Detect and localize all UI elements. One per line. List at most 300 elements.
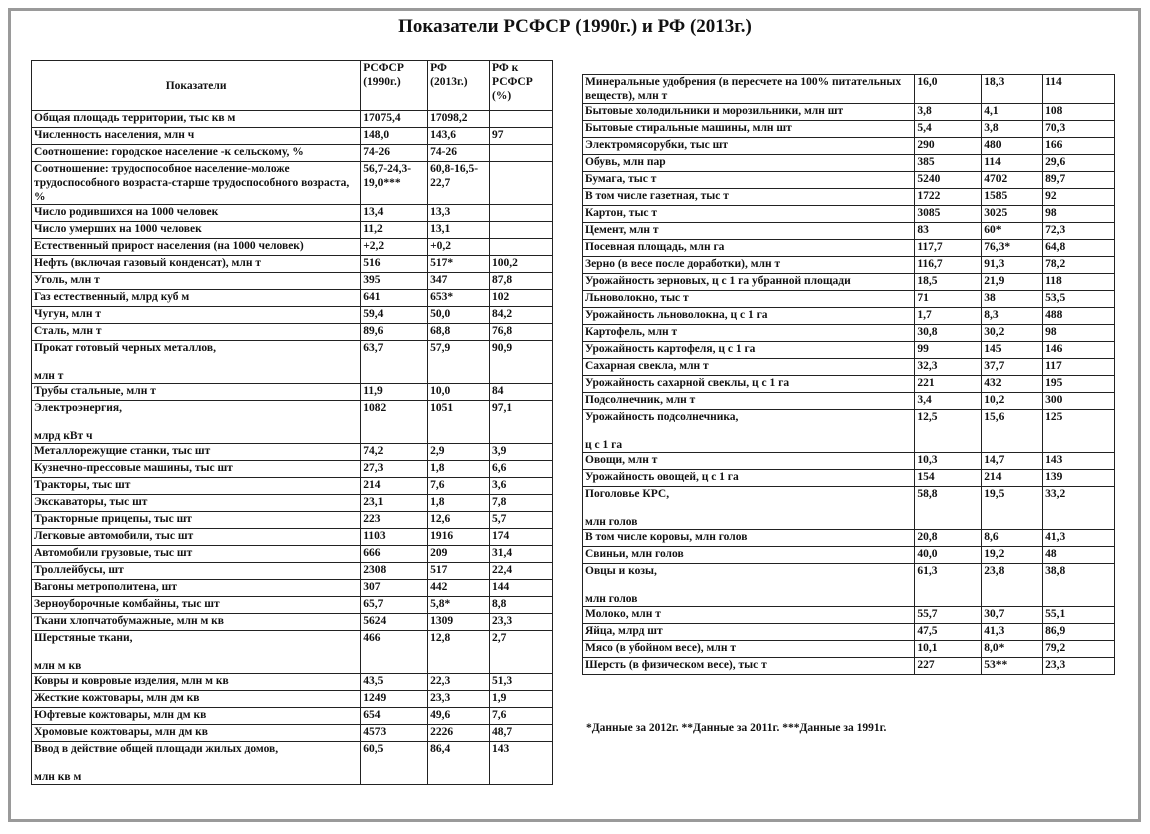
indicator-cell <box>583 530 915 547</box>
indicator-label: Прокат готовый черных металлов, <box>34 342 216 354</box>
value-1990-cell: 56,7-24,3-19,0*** <box>361 162 428 205</box>
indicator-label: Бытовые стиральные машины, млн шт <box>585 122 792 134</box>
ratio-cell: 41,3 <box>1043 530 1115 547</box>
indicator-cell <box>583 104 915 121</box>
indicator-label: В том числе газетная, тыс т <box>585 190 729 202</box>
value-1990-cell: 223 <box>361 512 428 529</box>
indicator-cell <box>32 290 361 307</box>
value-1990-cell: 307 <box>361 580 428 597</box>
indicator-label: Урожайность сахарной свеклы, ц с 1 га <box>585 377 790 389</box>
indicator-label: Общая площадь территории, тыс кв м <box>34 112 236 124</box>
value-2013-cell: 12,6 <box>428 512 490 529</box>
indicator-label: Цемент, млн т <box>585 224 659 236</box>
table-row <box>32 341 553 384</box>
value-2013-cell: 15,6 <box>982 410 1043 453</box>
ratio-cell: 76,8 <box>490 324 553 341</box>
ratio-cell: 92 <box>1043 189 1115 206</box>
value-1990-cell: 5240 <box>915 172 982 189</box>
table-row <box>32 563 553 580</box>
ratio-cell: 146 <box>1043 342 1115 359</box>
table-row <box>583 223 1115 240</box>
indicator-cell <box>583 564 915 607</box>
left-data-table <box>31 60 553 785</box>
value-2013-cell: 30,7 <box>982 607 1043 624</box>
indicator-label: Картофель, млн т <box>585 326 678 338</box>
value-1990-cell: 5624 <box>361 614 428 631</box>
indicator-label: Число умерших на 1000 человек <box>34 223 202 235</box>
indicator-label: Трубы стальные, млн т <box>34 385 156 397</box>
table-row <box>583 138 1115 155</box>
indicator-label: Соотношение: городское население -к сельскому, % <box>34 146 304 158</box>
indicator-label: Посевная площадь, млн га <box>585 241 725 253</box>
value-2013-cell: 91,3 <box>982 257 1043 274</box>
value-2013-cell: 53** <box>982 658 1043 675</box>
indicator-label: Обувь, млн пар <box>585 156 666 168</box>
table-row <box>32 512 553 529</box>
value-2013-cell: 50,0 <box>428 307 490 324</box>
indicator-cell <box>583 342 915 359</box>
table-row <box>583 453 1115 470</box>
value-1990-cell: 74,2 <box>361 444 428 461</box>
value-1990-cell: 10,3 <box>915 453 982 470</box>
value-1990-cell: 148,0 <box>361 128 428 145</box>
value-2013-cell: 3025 <box>982 206 1043 223</box>
ratio-cell: 48,7 <box>490 725 553 742</box>
value-2013-cell: 49,6 <box>428 708 490 725</box>
indicator-label: Шерсть (в физическом весе), тыс т <box>585 659 767 671</box>
ratio-cell <box>490 111 553 128</box>
indicator-cell <box>583 325 915 342</box>
value-2013-cell: 86,4 <box>428 742 490 785</box>
value-2013-cell: 432 <box>982 376 1043 393</box>
value-2013-cell: 74-26 <box>428 145 490 162</box>
value-2013-cell: 3,8 <box>982 121 1043 138</box>
ratio-cell: 139 <box>1043 470 1115 487</box>
value-2013-cell: 10,0 <box>428 384 490 401</box>
value-1990-cell: 71 <box>915 291 982 308</box>
value-1990-cell: 20,8 <box>915 530 982 547</box>
value-2013-cell: 30,2 <box>982 325 1043 342</box>
ratio-cell: 70,3 <box>1043 121 1115 138</box>
value-2013-cell: 2,9 <box>428 444 490 461</box>
indicator-cell <box>583 75 915 104</box>
table-row <box>583 206 1115 223</box>
value-2013-cell: 38 <box>982 291 1043 308</box>
value-1990-cell: 13,4 <box>361 205 428 222</box>
ratio-cell <box>490 239 553 256</box>
table-row <box>32 546 553 563</box>
value-2013-cell: 22,3 <box>428 674 490 691</box>
indicator-label: Ткани хлопчатобумажные, млн м кв <box>34 615 225 627</box>
indicator-cell <box>583 547 915 564</box>
value-2013-cell: 8,0* <box>982 641 1043 658</box>
value-1990-cell: 1249 <box>361 691 428 708</box>
ratio-cell: 23,3 <box>490 614 553 631</box>
indicator-cell <box>32 546 361 563</box>
value-2013-cell: 13,1 <box>428 222 490 239</box>
ratio-cell: 118 <box>1043 274 1115 291</box>
value-1990-cell: 154 <box>915 470 982 487</box>
ratio-cell: 97 <box>490 128 553 145</box>
ratio-cell: 97,1 <box>490 401 553 444</box>
value-2013-cell: 1051 <box>428 401 490 444</box>
value-2013-cell: 214 <box>982 470 1043 487</box>
indicator-label: Экскаваторы, тыс шт <box>34 496 148 508</box>
value-2013-cell: 37,7 <box>982 359 1043 376</box>
value-2013-cell: 17098,2 <box>428 111 490 128</box>
ratio-cell: 86,9 <box>1043 624 1115 641</box>
table-row <box>32 461 553 478</box>
indicator-label: Уголь, млн т <box>34 274 100 286</box>
indicator-label: Хромовые кожтовары, млн дм кв <box>34 726 209 738</box>
ratio-cell: 78,2 <box>1043 257 1115 274</box>
indicator-cell <box>583 206 915 223</box>
table-row <box>583 410 1115 453</box>
value-2013-cell: 68,8 <box>428 324 490 341</box>
ratio-cell: 143 <box>490 742 553 785</box>
value-2013-cell: 21,9 <box>982 274 1043 291</box>
indicator-label: Легковые автомобили, тыс шт <box>34 530 194 542</box>
table-row <box>32 742 553 785</box>
indicator-label: Автомобили грузовые, тыс шт <box>34 547 193 559</box>
indicator-cell <box>583 624 915 641</box>
value-1990-cell: 395 <box>361 273 428 290</box>
value-1990-cell: 666 <box>361 546 428 563</box>
indicator-cell <box>32 512 361 529</box>
table-row <box>32 239 553 256</box>
indicator-label: Тракторы, тыс шт <box>34 479 131 491</box>
value-1990-cell: 63,7 <box>361 341 428 384</box>
indicator-cell <box>32 742 361 785</box>
right-data-table <box>582 74 1115 675</box>
indicator-label: Овцы и козы, <box>585 565 657 577</box>
value-1990-cell: 23,1 <box>361 495 428 512</box>
value-1990-cell: 3085 <box>915 206 982 223</box>
value-1990-cell: 3,4 <box>915 393 982 410</box>
value-1990-cell: 17075,4 <box>361 111 428 128</box>
ratio-cell: 64,8 <box>1043 240 1115 257</box>
value-2013-cell: 14,7 <box>982 453 1043 470</box>
value-1990-cell: 5,4 <box>915 121 982 138</box>
indicator-cell <box>583 607 915 624</box>
value-2013-cell: 41,3 <box>982 624 1043 641</box>
ratio-cell: 166 <box>1043 138 1115 155</box>
value-2013-cell: 347 <box>428 273 490 290</box>
table-row <box>32 290 553 307</box>
indicator-cell <box>583 470 915 487</box>
value-1990-cell: 11,2 <box>361 222 428 239</box>
value-2013-cell: 2226 <box>428 725 490 742</box>
header-rsfsr-1990: РСФСР (1990г.) <box>361 61 428 111</box>
indicator-cell <box>32 461 361 478</box>
table-row <box>32 529 553 546</box>
value-1990-cell: 116,7 <box>915 257 982 274</box>
table-row <box>583 641 1115 658</box>
indicator-label: Подсолнечник, млн т <box>585 394 696 406</box>
value-2013-cell: 143,6 <box>428 128 490 145</box>
table-row <box>32 205 553 222</box>
indicator-cell <box>32 691 361 708</box>
value-1990-cell: 16,0 <box>915 75 982 104</box>
value-1990-cell: 12,5 <box>915 410 982 453</box>
table-row <box>32 307 553 324</box>
indicator-label: Поголовье КРС, <box>585 488 670 500</box>
value-2013-cell: 23,8 <box>982 564 1043 607</box>
ratio-cell: 48 <box>1043 547 1115 564</box>
value-2013-cell: 19,2 <box>982 547 1043 564</box>
ratio-cell: 84,2 <box>490 307 553 324</box>
table-row <box>583 121 1115 138</box>
indicator-label: Чугун, млн т <box>34 308 101 320</box>
table-row <box>32 324 553 341</box>
indicator-label: Число родившихся на 1000 человек <box>34 206 219 218</box>
ratio-cell: 29,6 <box>1043 155 1115 172</box>
ratio-cell: 33,2 <box>1043 487 1115 530</box>
indicator-label: Мясо (в убойном весе), млн т <box>585 642 736 654</box>
value-1990-cell: 1103 <box>361 529 428 546</box>
table-row <box>32 614 553 631</box>
ratio-cell: 87,8 <box>490 273 553 290</box>
indicator-cell <box>583 376 915 393</box>
indicator-cell <box>32 529 361 546</box>
indicator-label: Минеральные удобрения (в пересчете на 100% питательных веществ), млн т <box>585 76 902 102</box>
table-row <box>32 128 553 145</box>
table-row <box>32 222 553 239</box>
value-1990-cell: 290 <box>915 138 982 155</box>
table-row <box>32 444 553 461</box>
value-1990-cell: 60,5 <box>361 742 428 785</box>
value-2013-cell: 19,5 <box>982 487 1043 530</box>
table-row <box>32 401 553 444</box>
ratio-cell: 55,1 <box>1043 607 1115 624</box>
indicator-cell <box>32 324 361 341</box>
indicator-cell <box>583 658 915 675</box>
indicator-label: Урожайность льноволокна, ц с 1 га <box>585 309 768 321</box>
table-row <box>583 607 1115 624</box>
indicator-unit: млн голов <box>585 593 638 605</box>
indicator-unit: млн м кв <box>34 660 82 672</box>
value-2013-cell: 12,8 <box>428 631 490 674</box>
value-2013-cell: 8,6 <box>982 530 1043 547</box>
indicator-cell <box>32 401 361 444</box>
value-1990-cell: 1082 <box>361 401 428 444</box>
ratio-cell: 1,9 <box>490 691 553 708</box>
indicator-label: Свиньи, млн голов <box>585 548 684 560</box>
table-row <box>583 325 1115 342</box>
table-row <box>583 658 1115 675</box>
indicator-label: Электроэнергия, <box>34 402 122 414</box>
value-2013-cell: 1916 <box>428 529 490 546</box>
ratio-cell: 8,8 <box>490 597 553 614</box>
ratio-cell: 90,9 <box>490 341 553 384</box>
ratio-cell: 300 <box>1043 393 1115 410</box>
header-ratio-percent: РФ к РСФСР (%) <box>490 61 553 111</box>
value-2013-cell: 23,3 <box>428 691 490 708</box>
indicator-cell <box>32 563 361 580</box>
ratio-cell: 98 <box>1043 206 1115 223</box>
indicator-label: Урожайность овощей, ц с 1 га <box>585 471 739 483</box>
table-row <box>583 257 1115 274</box>
indicator-cell <box>32 614 361 631</box>
table-row <box>32 597 553 614</box>
indicator-cell <box>32 307 361 324</box>
value-1990-cell: 43,5 <box>361 674 428 691</box>
indicator-label: Урожайность подсолнечника, <box>585 411 739 423</box>
indicator-label: Электромясорубки, тыс шт <box>585 139 729 151</box>
value-2013-cell: 1309 <box>428 614 490 631</box>
ratio-cell: 7,6 <box>490 708 553 725</box>
ratio-cell: 51,3 <box>490 674 553 691</box>
table-header-row <box>32 61 553 111</box>
table-row <box>583 359 1115 376</box>
value-1990-cell: 58,8 <box>915 487 982 530</box>
ratio-cell: 89,7 <box>1043 172 1115 189</box>
indicator-cell <box>583 257 915 274</box>
indicator-label: Зерноуборочные комбайны, тыс шт <box>34 598 220 610</box>
value-1990-cell: 1722 <box>915 189 982 206</box>
ratio-cell: 195 <box>1043 376 1115 393</box>
indicator-label: Шерстяные ткани, <box>34 632 133 644</box>
ratio-cell: 102 <box>490 290 553 307</box>
value-2013-cell: 5,8* <box>428 597 490 614</box>
table-row <box>32 384 553 401</box>
indicator-cell <box>583 410 915 453</box>
ratio-cell: 125 <box>1043 410 1115 453</box>
table-row <box>32 495 553 512</box>
table-row <box>583 342 1115 359</box>
indicator-label: Урожайность зерновых, ц с 1 га убранной площади <box>585 275 851 287</box>
indicator-cell <box>32 256 361 273</box>
ratio-cell: 22,4 <box>490 563 553 580</box>
indicator-cell <box>32 444 361 461</box>
indicator-label: Картон, тыс т <box>585 207 658 219</box>
value-2013-cell: 7,6 <box>428 478 490 495</box>
value-1990-cell: 40,0 <box>915 547 982 564</box>
table-row <box>583 547 1115 564</box>
table-row <box>583 172 1115 189</box>
value-1990-cell: 27,3 <box>361 461 428 478</box>
indicator-label: Жесткие кожтовары, млн дм кв <box>34 692 200 704</box>
table-row <box>32 256 553 273</box>
value-2013-cell: 1585 <box>982 189 1043 206</box>
page-title: Показатели РСФСР (1990г.) и РФ (2013г.) <box>398 16 752 37</box>
value-1990-cell: 30,8 <box>915 325 982 342</box>
indicator-cell <box>32 128 361 145</box>
table-row <box>583 624 1115 641</box>
table-row <box>32 111 553 128</box>
ratio-cell: 2,7 <box>490 631 553 674</box>
ratio-cell: 143 <box>1043 453 1115 470</box>
ratio-cell: 100,2 <box>490 256 553 273</box>
table-row <box>32 478 553 495</box>
ratio-cell <box>490 162 553 205</box>
indicator-label: Ковры и ковровые изделия, млн м кв <box>34 675 229 687</box>
table-row <box>583 393 1115 410</box>
indicator-label: Тракторные прицепы, тыс шт <box>34 513 192 525</box>
table-row <box>583 274 1115 291</box>
ratio-cell: 53,5 <box>1043 291 1115 308</box>
ratio-cell: 7,8 <box>490 495 553 512</box>
ratio-cell <box>490 222 553 239</box>
value-2013-cell: 8,3 <box>982 308 1043 325</box>
value-1990-cell: 641 <box>361 290 428 307</box>
value-2013-cell: 442 <box>428 580 490 597</box>
value-1990-cell: 1,7 <box>915 308 982 325</box>
value-1990-cell: 18,5 <box>915 274 982 291</box>
ratio-cell: 23,3 <box>1043 658 1115 675</box>
indicator-cell <box>583 359 915 376</box>
value-1990-cell: 55,7 <box>915 607 982 624</box>
indicator-cell <box>32 205 361 222</box>
indicator-unit: ц с 1 га <box>585 439 623 451</box>
indicator-cell <box>32 162 361 205</box>
indicator-label: Молоко, млн т <box>585 608 661 620</box>
value-2013-cell: 57,9 <box>428 341 490 384</box>
indicator-label: Кузнечно-прессовые машины, тыс шт <box>34 462 233 474</box>
indicator-cell <box>32 725 361 742</box>
indicator-label: Металлорежущие станки, тыс шт <box>34 445 211 457</box>
ratio-cell <box>490 145 553 162</box>
indicator-cell <box>583 240 915 257</box>
value-2013-cell: 10,2 <box>982 393 1043 410</box>
value-1990-cell: 221 <box>915 376 982 393</box>
indicator-label: Соотношение: трудоспособное население-моложе трудоспособного возраста-старше трудоспособного возраста, % <box>34 163 350 203</box>
indicator-cell <box>32 495 361 512</box>
value-2013-cell: 114 <box>982 155 1043 172</box>
value-2013-cell: 60,8-16,5-22,7 <box>428 162 490 205</box>
ratio-cell: 174 <box>490 529 553 546</box>
indicator-label: Сталь, млн т <box>34 325 102 337</box>
indicator-label: Вагоны метрополитена, шт <box>34 581 177 593</box>
value-1990-cell: 99 <box>915 342 982 359</box>
indicator-cell <box>32 708 361 725</box>
value-1990-cell: 516 <box>361 256 428 273</box>
indicator-cell <box>583 641 915 658</box>
ratio-cell: 6,6 <box>490 461 553 478</box>
ratio-cell <box>490 205 553 222</box>
value-2013-cell: 18,3 <box>982 75 1043 104</box>
value-1990-cell: 11,9 <box>361 384 428 401</box>
indicator-cell <box>583 274 915 291</box>
indicator-label: Овощи, млн т <box>585 454 658 466</box>
value-2013-cell: +0,2 <box>428 239 490 256</box>
value-1990-cell: 3,8 <box>915 104 982 121</box>
table-row <box>32 273 553 290</box>
value-1990-cell: 654 <box>361 708 428 725</box>
indicator-cell <box>583 138 915 155</box>
value-2013-cell: 4,1 <box>982 104 1043 121</box>
indicator-cell <box>32 222 361 239</box>
value-1990-cell: 65,7 <box>361 597 428 614</box>
value-1990-cell: 32,3 <box>915 359 982 376</box>
table-row <box>583 530 1115 547</box>
indicator-label: Бумага, тыс т <box>585 173 657 185</box>
indicator-cell <box>32 239 361 256</box>
value-1990-cell: +2,2 <box>361 239 428 256</box>
table-row <box>583 75 1115 104</box>
value-1990-cell: 466 <box>361 631 428 674</box>
value-1990-cell: 227 <box>915 658 982 675</box>
indicator-label: Троллейбусы, шт <box>34 564 124 576</box>
ratio-cell: 84 <box>490 384 553 401</box>
header-rf-2013: РФ (2013г.) <box>428 61 490 111</box>
table-row <box>32 580 553 597</box>
value-2013-cell: 517* <box>428 256 490 273</box>
table-row <box>583 155 1115 172</box>
value-1990-cell: 2308 <box>361 563 428 580</box>
indicator-cell <box>583 172 915 189</box>
indicator-label: Нефть (включая газовый конденсат), млн т <box>34 257 261 269</box>
